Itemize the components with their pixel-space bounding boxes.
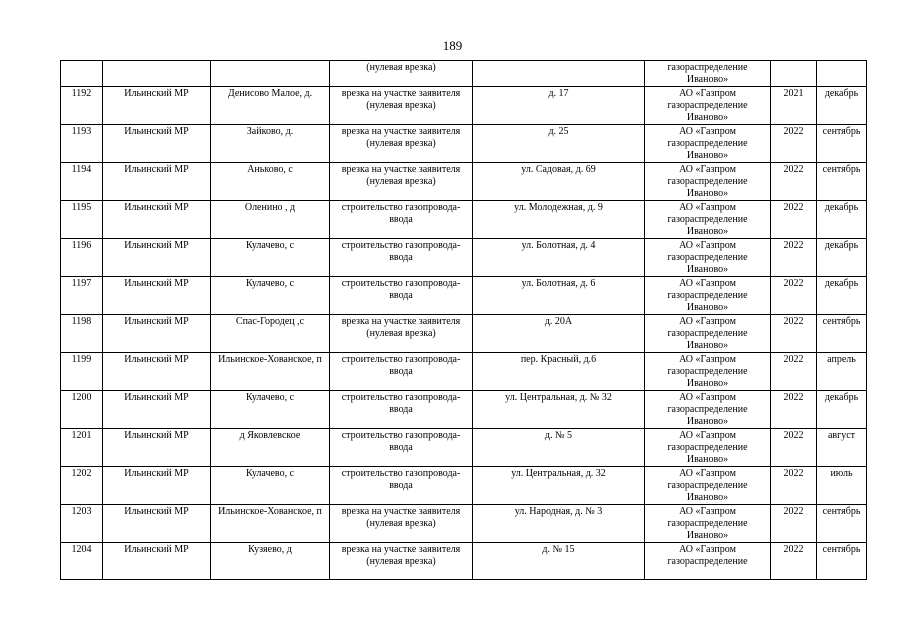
table-row-continued [61, 61, 867, 87]
table-row [61, 239, 867, 277]
table-row [61, 391, 867, 429]
cell-month: сентябрь [817, 163, 867, 201]
cell-district: Ильинский МР [103, 239, 211, 277]
table-row [61, 87, 867, 125]
cell-year [771, 61, 817, 87]
cell-work: строительство газопровода-ввода [330, 353, 473, 391]
cell-year: 2022 [771, 505, 817, 543]
cell-work: строительство газопровода-ввода [330, 467, 473, 505]
cell-locality: Зайково, д. [211, 125, 330, 163]
cell-work: строительство газопровода-ввода [330, 201, 473, 239]
cell-num: 1200 [61, 391, 103, 429]
cell-address: д. 20А [473, 315, 645, 353]
cell-district: Ильинский МР [103, 125, 211, 163]
cell-month [817, 61, 867, 87]
table-row [61, 315, 867, 353]
cell-address: ул. Болотная, д. 4 [473, 239, 645, 277]
cell-year: 2022 [771, 239, 817, 277]
cell-locality: Оленино , д [211, 201, 330, 239]
page-number: 189 [442, 38, 463, 53]
cell-address: ул. Садовая, д. 69 [473, 163, 645, 201]
cell-locality [211, 61, 330, 87]
cell-year: 2022 [771, 163, 817, 201]
cell-year: 2022 [771, 543, 817, 580]
cell-org: АО «Газпром газораспределение Иваново» [645, 315, 771, 353]
cell-num: 1204 [61, 543, 103, 580]
cell-locality: Кулачево, с [211, 391, 330, 429]
cell-district: Ильинский МР [103, 315, 211, 353]
cell-year: 2022 [771, 277, 817, 315]
cell-locality: Кузяево, д [211, 543, 330, 580]
cell-district: Ильинский МР [103, 467, 211, 505]
cell-district: Ильинский МР [103, 505, 211, 543]
cell-year: 2022 [771, 315, 817, 353]
cell-district: Ильинский МР [103, 201, 211, 239]
cell-month: сентябрь [817, 505, 867, 543]
table-row [61, 277, 867, 315]
cell-district [103, 61, 211, 87]
cell-work: строительство газопровода-ввода [330, 277, 473, 315]
cell-locality: Кулачево, с [211, 277, 330, 315]
cell-org: АО «Газпром газораспределение Иваново» [645, 391, 771, 429]
cell-month: сентябрь [817, 125, 867, 163]
cell-address: ул. Центральная, д. 32 [473, 467, 645, 505]
cell-num: 1192 [61, 87, 103, 125]
cell-num: 1201 [61, 429, 103, 467]
cell-address: д. 17 [473, 87, 645, 125]
cell-num: 1203 [61, 505, 103, 543]
cell-month: сентябрь [817, 315, 867, 353]
table-row [61, 543, 867, 580]
cell-locality: Денисово Малое, д. [211, 87, 330, 125]
cell-month: август [817, 429, 867, 467]
table-row [61, 467, 867, 505]
cell-district: Ильинский МР [103, 163, 211, 201]
cell-address: ул. Молодежная, д. 9 [473, 201, 645, 239]
cell-year: 2022 [771, 429, 817, 467]
table-row [61, 201, 867, 239]
cell-address [473, 61, 645, 87]
cell-work: строительство газопровода-ввода [330, 391, 473, 429]
cell-year: 2022 [771, 353, 817, 391]
cell-work: врезка на участке заявителя (нулевая врезка) [330, 125, 473, 163]
cell-year: 2021 [771, 87, 817, 125]
cell-locality: Ильинское-Хованское, п [211, 353, 330, 391]
cell-address: д. 25 [473, 125, 645, 163]
cell-work: (нулевая врезка) [330, 61, 473, 87]
cell-address: ул. Болотная, д. 6 [473, 277, 645, 315]
cell-org: газораспределение Иваново» [645, 61, 771, 87]
cell-work: врезка на участке заявителя (нулевая врезка) [330, 505, 473, 543]
cell-num: 1194 [61, 163, 103, 201]
cell-district: Ильинский МР [103, 353, 211, 391]
cell-num: 1195 [61, 201, 103, 239]
table-row [61, 505, 867, 543]
cell-address: ул. Центральная, д. № 32 [473, 391, 645, 429]
cell-locality: Аньково, с [211, 163, 330, 201]
cell-locality: д Яковлевское [211, 429, 330, 467]
cell-org: АО «Газпром газораспределение Иваново» [645, 467, 771, 505]
cell-org: АО «Газпром газораспределение Иваново» [645, 201, 771, 239]
cell-org: АО «Газпром газораспределение Иваново» [645, 239, 771, 277]
cell-district: Ильинский МР [103, 277, 211, 315]
cell-address: ул. Народная, д. № 3 [473, 505, 645, 543]
cell-locality: Кулачево, с [211, 467, 330, 505]
cell-org: АО «Газпром газораспределение Иваново» [645, 163, 771, 201]
cell-num: 1199 [61, 353, 103, 391]
cell-work: врезка на участке заявителя (нулевая врезка) [330, 543, 473, 580]
cell-locality: Спас-Городец ,с [211, 315, 330, 353]
cell-num: 1193 [61, 125, 103, 163]
cell-org: АО «Газпром газораспределение [645, 543, 771, 580]
cell-work: строительство газопровода-ввода [330, 429, 473, 467]
cell-month: апрель [817, 353, 867, 391]
cell-org: АО «Газпром газораспределение Иваново» [645, 125, 771, 163]
cell-org: АО «Газпром газораспределение Иваново» [645, 429, 771, 467]
cell-work: строительство газопровода-ввода [330, 239, 473, 277]
cell-num [61, 61, 103, 87]
cell-month: декабрь [817, 87, 867, 125]
cell-month: декабрь [817, 391, 867, 429]
cell-year: 2022 [771, 125, 817, 163]
cell-address: д. № 15 [473, 543, 645, 580]
cell-year: 2022 [771, 201, 817, 239]
cell-num: 1202 [61, 467, 103, 505]
cell-year: 2022 [771, 391, 817, 429]
cell-locality: Ильинское-Хованское, п [211, 505, 330, 543]
cell-work: врезка на участке заявителя (нулевая врезка) [330, 163, 473, 201]
cell-address: пер. Красный, д.6 [473, 353, 645, 391]
cell-month: декабрь [817, 201, 867, 239]
cell-district: Ильинский МР [103, 87, 211, 125]
table-body [61, 61, 867, 580]
cell-org: АО «Газпром газораспределение Иваново» [645, 277, 771, 315]
cell-year: 2022 [771, 467, 817, 505]
cell-address: д. № 5 [473, 429, 645, 467]
cell-month: декабрь [817, 239, 867, 277]
cell-district: Ильинский МР [103, 429, 211, 467]
cell-org: АО «Газпром газораспределение Иваново» [645, 87, 771, 125]
cell-month: сентябрь [817, 543, 867, 580]
table-row [61, 163, 867, 201]
cell-district: Ильинский МР [103, 391, 211, 429]
cell-org: АО «Газпром газораспределение Иваново» [645, 505, 771, 543]
table-row [61, 429, 867, 467]
cell-locality: Кулачево, с [211, 239, 330, 277]
cell-work: врезка на участке заявителя (нулевая врезка) [330, 315, 473, 353]
cell-month: июль [817, 467, 867, 505]
table-row [61, 125, 867, 163]
cell-district: Ильинский МР [103, 543, 211, 580]
cell-num: 1197 [61, 277, 103, 315]
table-row [61, 353, 867, 391]
gasification-table [60, 60, 867, 580]
cell-org: АО «Газпром газораспределение Иваново» [645, 353, 771, 391]
cell-num: 1196 [61, 239, 103, 277]
cell-work: врезка на участке заявителя (нулевая врезка) [330, 87, 473, 125]
cell-num: 1198 [61, 315, 103, 353]
cell-month: декабрь [817, 277, 867, 315]
